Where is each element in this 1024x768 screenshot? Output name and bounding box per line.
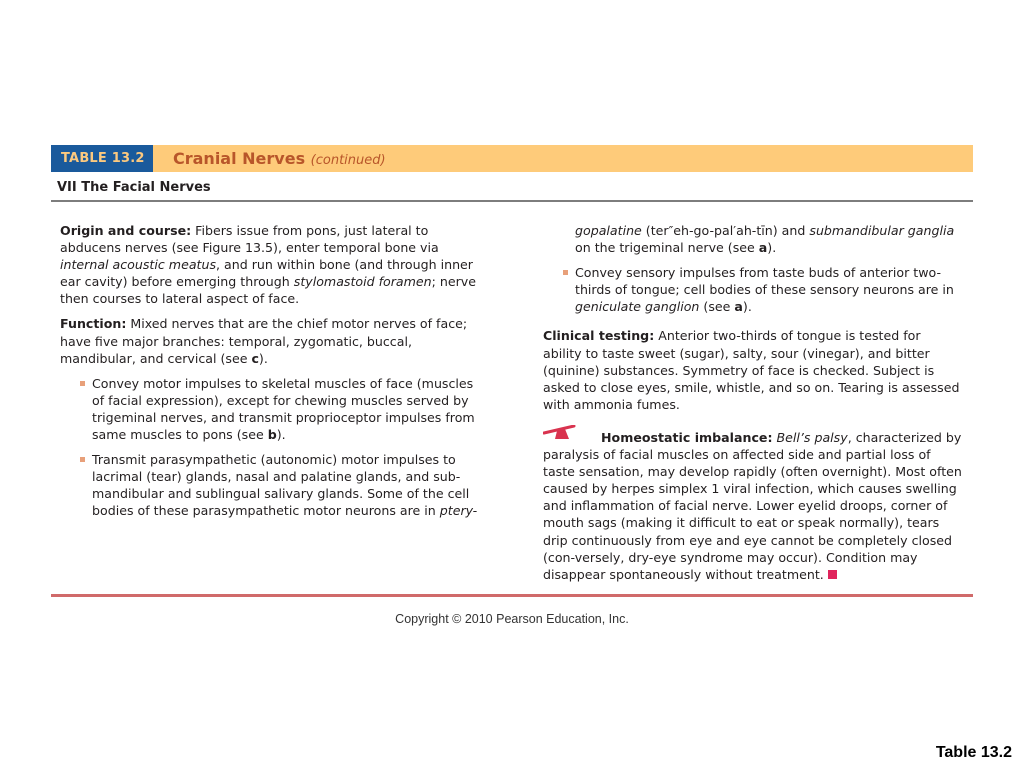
text: , characterized by paralysis of facial muscles on affected side and partial loss of taste sensation, may develop rapidly (often overnight). Most often caused by herpes simplex 1 viral infection, which causes swelling and inflammation of facial nerve. Lower eyelid droops, corner of mouth sags (making it difficult to eat or speak normally), tears drip continuously from eye and eye cannot be completely closed (con-versely, dry-eye syndrome may occur). Condition may disappear spontaneously without treatment.	[543, 429, 962, 582]
figure-ref: a	[734, 299, 743, 315]
table-number-label: TABLE 13.2	[51, 145, 153, 172]
function-label: Function:	[60, 316, 127, 332]
text: Fibers issue from pons, just lateral to abducens nerves (see Figure 13.5), enter temporal bone via	[60, 223, 439, 256]
term: gopalatine	[575, 223, 642, 238]
text: ).	[276, 427, 286, 443]
origin-paragraph	[60, 222, 485, 307]
text: Mixed nerves that are the chief motor nerves of face; have five major branches: temporal, zygomatic, buccal, mandibular, and cervical (see	[60, 316, 468, 366]
subheader-divider	[51, 200, 973, 202]
term: internal acoustic meatus	[60, 257, 217, 273]
bullet-continuation	[543, 222, 963, 256]
homeostatic-imbalance-paragraph	[543, 429, 963, 583]
bottom-divider	[51, 594, 973, 597]
text: Anterior two-thirds of tongue is tested for ability to taste sweet (sugar), salty, sour (vinegar), and bitter (quinine) substances. Symmetry of face is checked. Subject is asked to close eyes, smile, whistle, and so on. Tearing is assessed with ammonia fumes.	[543, 328, 960, 412]
term: ptery-	[439, 503, 478, 519]
text: Transmit parasympathetic (autonomic) motor impulses to lacrimal (tear) glands, nasal and palatine glands, and sub-mandibular and sublingual salivary glands. Some of the cell bodies of these parasympathetic motor neurons are in	[92, 452, 470, 519]
right-column	[543, 222, 963, 591]
text: ; nerve then courses to lateral aspect of face.	[60, 274, 476, 307]
copyright-notice: Copyright © 2010 Pearson Education, Inc.	[395, 612, 629, 626]
function-paragraph	[60, 315, 485, 366]
origin-label: Origin and course:	[60, 223, 192, 238]
text: , and run within bone (and through inner ear cavity) before emerging through	[60, 257, 473, 290]
text: (ter″eh-go-pal′ah-tīn) and	[641, 223, 810, 238]
term: Bell’s palsy	[776, 429, 848, 445]
figure-ref: b	[267, 427, 277, 443]
text: Convey motor impulses to skeletal muscles of face (muscles of facial expression), except for chewing muscles served by trigeminal nerves, and transmit proprioceptor impulses from same muscles to pons (see	[92, 375, 475, 443]
text: ).	[767, 240, 777, 256]
term: submandibular ganglia	[809, 223, 955, 238]
bullet-parasympathetic	[80, 451, 485, 519]
imbalance-label: Homeostatic imbalance:	[601, 429, 773, 445]
figure-ref: a	[758, 240, 768, 256]
term: geniculate ganglion	[575, 299, 700, 315]
table-header-bar	[51, 145, 973, 172]
seesaw-imbalance-icon	[543, 425, 577, 441]
text: (see	[699, 299, 735, 315]
left-column	[60, 222, 485, 528]
figure-ref: c	[251, 350, 259, 366]
bullet-sensory-impulses	[563, 264, 963, 315]
text: on the trigeminal nerve (see	[575, 240, 759, 256]
text: ).	[742, 299, 752, 315]
clinical-testing-paragraph	[543, 327, 963, 412]
table-title-suffix: (continued)	[310, 153, 386, 168]
text: Convey sensory impulses from taste buds of anterior two-thirds of tongue; cell bodies of these sensory neurons are in	[575, 265, 954, 298]
section-subheader: VII The Facial Nerves	[57, 180, 211, 195]
term: stylomastoid foramen	[293, 274, 432, 290]
end-mark-icon	[828, 570, 837, 579]
text: ).	[258, 350, 268, 366]
table-title-text: Cranial Nerves	[173, 149, 306, 168]
clinical-label: Clinical testing:	[543, 328, 655, 344]
table-title	[173, 145, 386, 172]
bullet-motor-impulses	[80, 375, 485, 443]
slide-label: Table 13.2	[935, 744, 1012, 761]
